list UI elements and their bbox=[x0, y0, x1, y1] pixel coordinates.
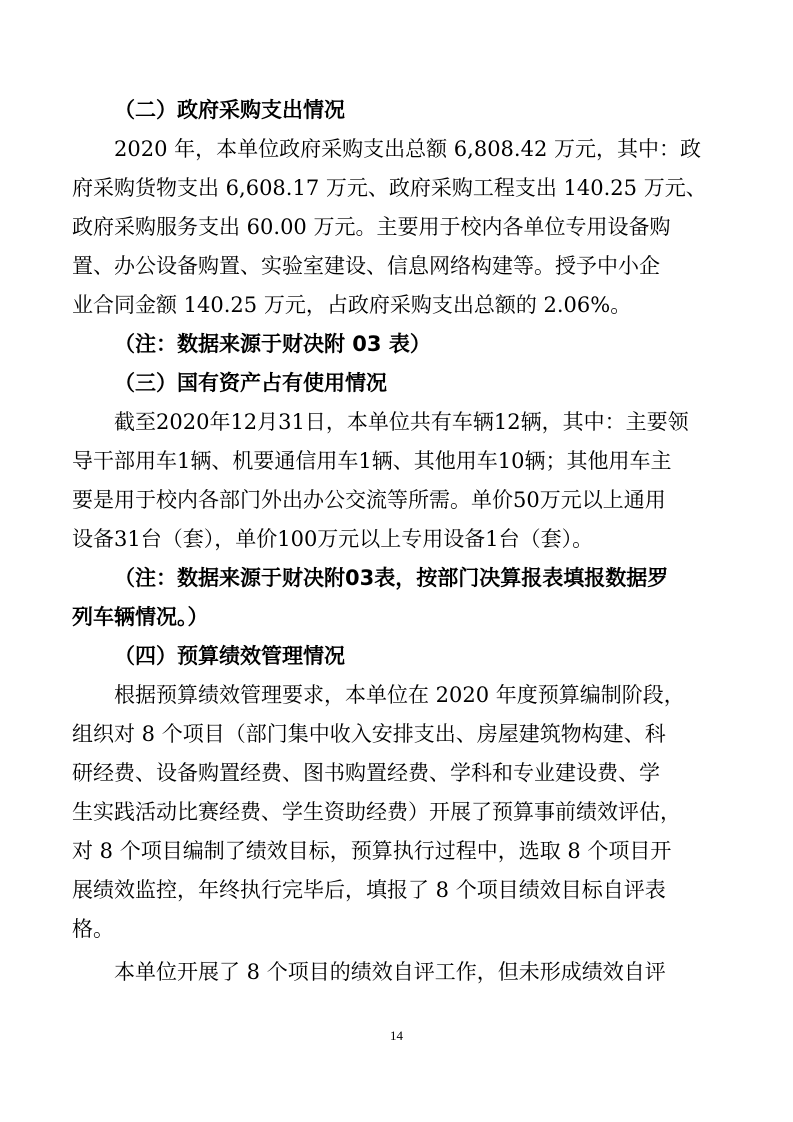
paragraph-line: 政府采购服务支出 60.00 万元。主要用于校内各单位专用设备购 bbox=[72, 215, 671, 239]
paragraph-line: 生实践活动比赛经费、学生资助经费）开展了预算事前绩效评估， bbox=[72, 800, 681, 824]
page-number: 14 bbox=[390, 1028, 403, 1043]
paragraph-line: 2020 年，本单位政府采购支出总额 6,808.42 万元，其中：政 bbox=[114, 137, 701, 161]
paragraph-line: 格。 bbox=[72, 917, 114, 941]
paragraph-line: 置、办公设备购置、实验室建设、信息网络构建等。授予中小企 bbox=[72, 254, 660, 278]
paragraph-line: 根据预算绩效管理要求，本单位在 2020 年度预算编制阶段， bbox=[114, 683, 685, 707]
paragraph-line: 要是用于校内各部门外出办公交流等所需。单价50万元以上通用 bbox=[72, 488, 666, 512]
note-line: （注：数据来源于财决附 03 表） bbox=[114, 332, 431, 356]
note-line: （注：数据来源于财决附03表，按部门决算报表填报数据罗 bbox=[114, 566, 669, 590]
paragraph-line: 对 8 个项目编制了绩效目标，预算执行过程中，选取 8 个项目开 bbox=[72, 839, 672, 863]
paragraph-line: 本单位开展了 8 个项目的绩效自评工作，但未形成绩效自评 bbox=[114, 960, 666, 984]
document-body bbox=[72, 91, 722, 992]
paragraph-line: 业合同金额 140.25 万元，占政府采购支出总额的 2.06%。 bbox=[72, 293, 632, 317]
paragraph-line: 设备31台（套），单价100万元以上专用设备1台（套）。 bbox=[72, 527, 594, 551]
paragraph-line: 截至2020年12月31日，本单位共有车辆12辆，其中：主要领 bbox=[114, 410, 689, 434]
paragraph-line: 府采购货物支出 6,608.17 万元、政府采购工程支出 140.25 万元、 bbox=[72, 176, 707, 200]
paragraph-line: 组织对 8 个项目（部门集中收入安排支出、房屋建筑物构建、科 bbox=[72, 722, 666, 746]
note-line: 列车辆情况。） bbox=[72, 605, 209, 629]
paragraph-line: 研经费、设备购置经费、图书购置经费、学科和专业建设费、学 bbox=[72, 761, 660, 785]
paragraph-line: 展绩效监控，年终执行完毕后，填报了 8 个项目绩效目标自评表 bbox=[72, 878, 666, 902]
section-heading-procurement: （二）政府采购支出情况 bbox=[114, 98, 345, 122]
section-heading-performance: （四）预算绩效管理情况 bbox=[114, 644, 345, 668]
section-heading-assets: （三）国有资产占有使用情况 bbox=[114, 371, 387, 395]
paragraph-line: 导干部用车1辆、机要通信用车1辆、其他用车10辆；其他用车主 bbox=[72, 449, 672, 473]
